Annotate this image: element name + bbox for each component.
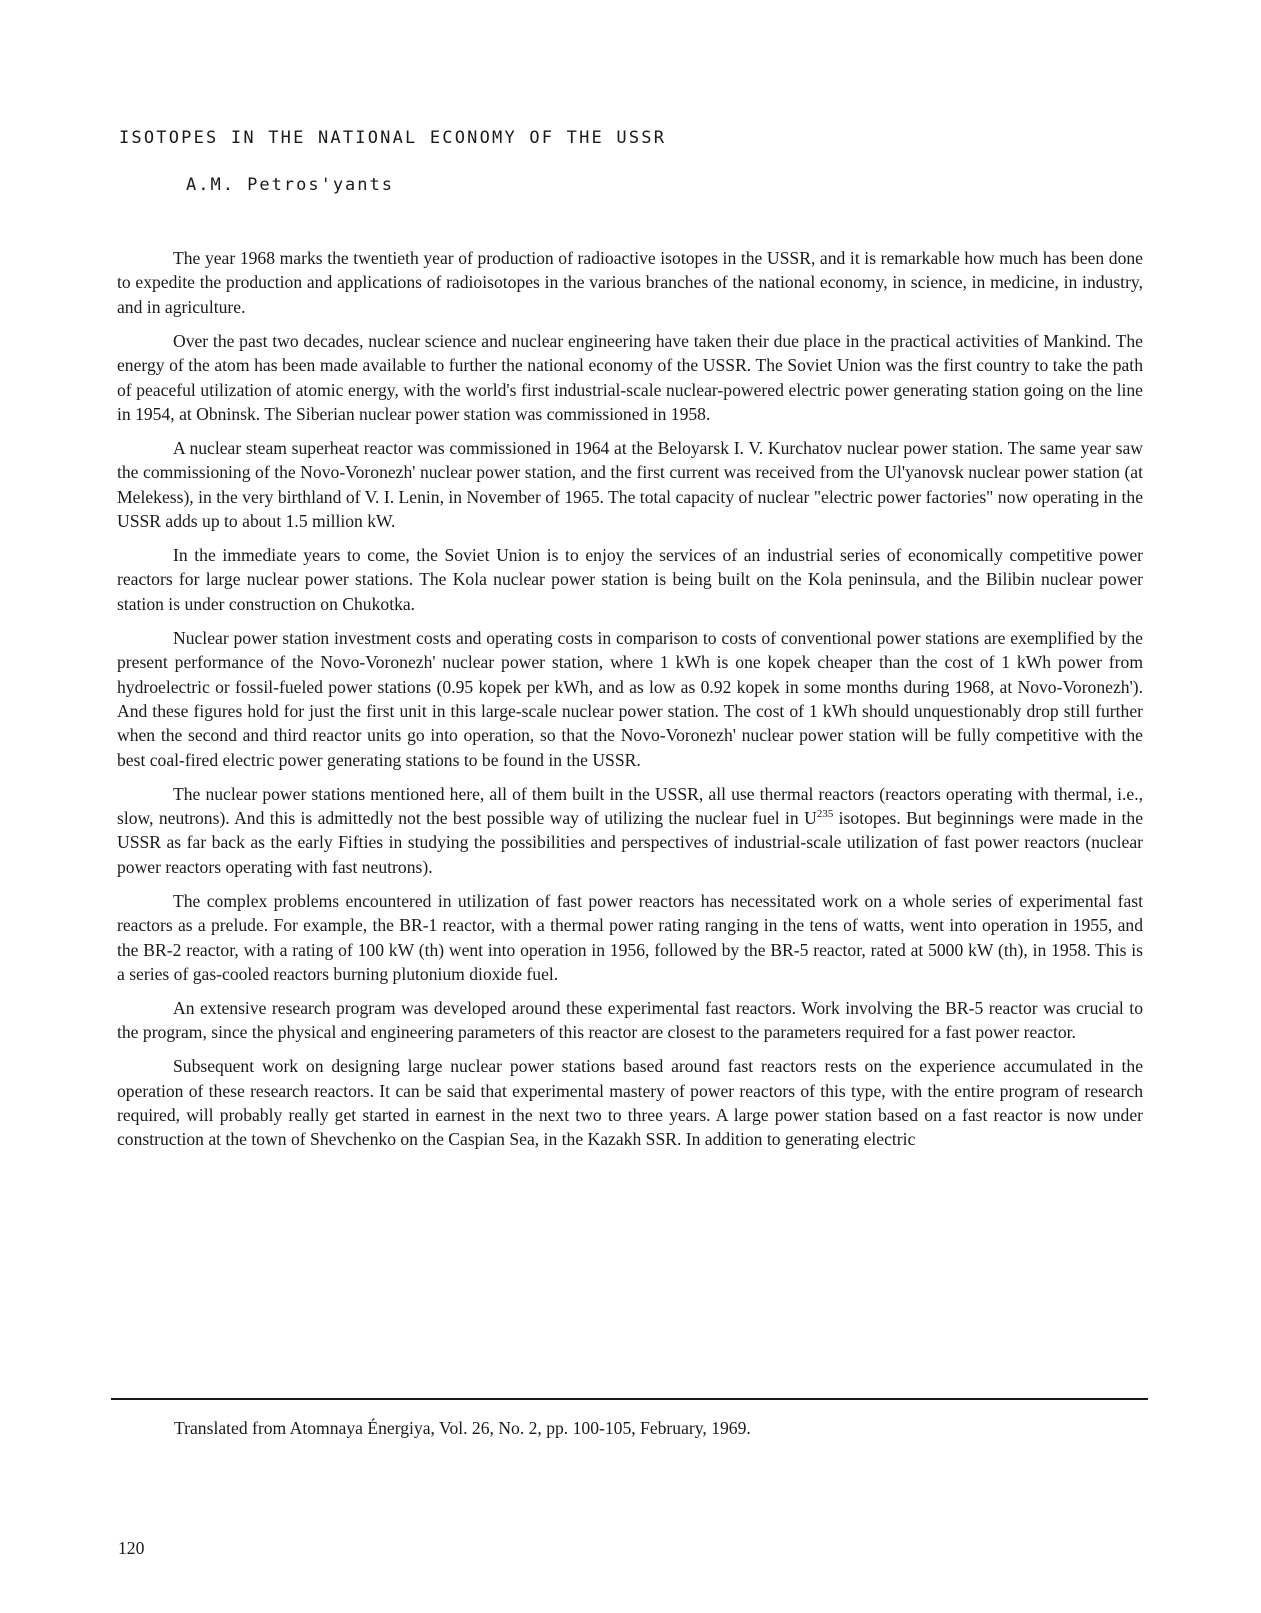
- paragraph-2: Over the past two decades, nuclear science and nuclear engineering have taken their due place in the practical activities of Mankind. The energy of the atom has been made available to further the national economy of the USSR. The Soviet Union was the first country to take the path of peaceful utilization of atomic energy, with the world's first industrial-scale nuclear-powered electric power generating station going on the line in 1954, at Obninsk. The Siberian nuclear power station was commissioned in 1958.: [117, 330, 1143, 424]
- paragraph-6: [117, 782, 1143, 880]
- paragraph-1: The year 1968 marks the twentieth year of production of radioactive isotopes in the USSR, and it is remarkable how much has been done to expedite the production and applications of radioisotopes in the various branches of the national economy, in science, in medicine, in industry, and in agriculture.: [117, 248, 1143, 317]
- article-author: A.M. Petros'yants: [186, 175, 394, 195]
- paragraph-6-text-before: The nuclear power stations mentioned here, all of them built in the USSR, all use thermal reactors (reactors operating with thermal, i.e., slow, neutrons). And this is admittedly not the best possible way of utilizing the nuclear fuel in U: [117, 783, 1143, 829]
- paragraph-7: The complex problems encountered in utilization of fast power reactors has necessitated work on a whole series of experimental fast reactors as a prelude. For example, the BR-1 reactor, with a thermal power rating ranging in the tens of watts, went into operation in 1955, and the BR-2 reactor, with a rating of 100 kW (th) went into operation in 1956, followed by the BR-5 reactor, rated at 5000 kW (th), in 1958. This is a series of gas-cooled reactors burning plutonium dioxide fuel.: [117, 890, 1143, 984]
- paragraph-3: A nuclear steam superheat reactor was commissioned in 1964 at the Beloyarsk I. V. Kurchatov nuclear power station. The same year saw the commissioning of the Novo-Voronezh' nuclear power station, and the first current was received from the Ul'yanovsk nuclear power station (at Melekess), in the very birthland of V. I. Lenin, in November of 1965. The total capacity of nuclear "electric power factories" now operating in the USSR adds up to about 1.5 million kW.: [117, 437, 1143, 532]
- paragraph-6-text-after: isotopes. But beginnings were made in the USSR as far back as the early Fifties in studying the possibilities and perspectives of industrial-scale utilization of fast power reactors (nuclear power reactors operating with fast neutrons).: [117, 808, 1143, 877]
- translation-footnote: Translated from Atomnaya Énergiya, Vol. 26, No. 2, pp. 100-105, February, 1969.: [174, 1418, 751, 1438]
- paragraph-5: Nuclear power station investment costs and operating costs in comparison to costs of conventional power stations are exemplified by the present performance of the Novo-Voronezh' nuclear power station, where 1 kWh is one kopek cheaper than the cost of 1 kWh power from hydroelectric or fossil-fueled power stations (0.95 kopek per kWh, and as low as 0.92 kopek in some months during 1968, at Novo-Voronezh'). And these figures hold for just the first unit in this large-scale nuclear power station. The cost of 1 kWh should unquestionably drop still further when the second and third reactor units go into operation, so that the Novo-Voronezh' nuclear power station will be fully competitive with the best coal-fired electric power generating stations to be found in the USSR.: [117, 627, 1143, 770]
- paragraph-4: In the immediate years to come, the Soviet Union is to enjoy the services of an industrial series of economically competitive power reactors for large nuclear power stations. The Kola nuclear power station is being built on the Kola peninsula, and the Bilibin nuclear power station is under construction on Chukotka.: [117, 544, 1143, 614]
- page-number: 120: [118, 1538, 145, 1558]
- isotope-superscript: 235: [816, 808, 834, 821]
- footnote-divider: [111, 1398, 1148, 1400]
- paragraph-8: An extensive research program was developed around these experimental fast reactors. Work involving the BR-5 reactor was crucial to the program, since the physical and engineering parameters of this reactor are closest to the parameters required for a fast power reactor.: [117, 997, 1143, 1043]
- article-title: ISOTOPES IN THE NATIONAL ECONOMY OF THE USSR: [119, 128, 667, 148]
- article-body: [117, 246, 1143, 1161]
- paragraph-9: Subsequent work on designing large nuclear power stations based around fast reactors rests on the experience accumulated in the operation of these research reactors. It can be said that experimental mastery of power reactors of this type, with the entire program of research required, will probably really get started in earnest in the next two to three years. A large power station based on a fast reactor is now under construction at the town of Shevchenko on the Caspian Sea, in the Kazakh SSR. In addition to generating electric: [117, 1056, 1143, 1150]
